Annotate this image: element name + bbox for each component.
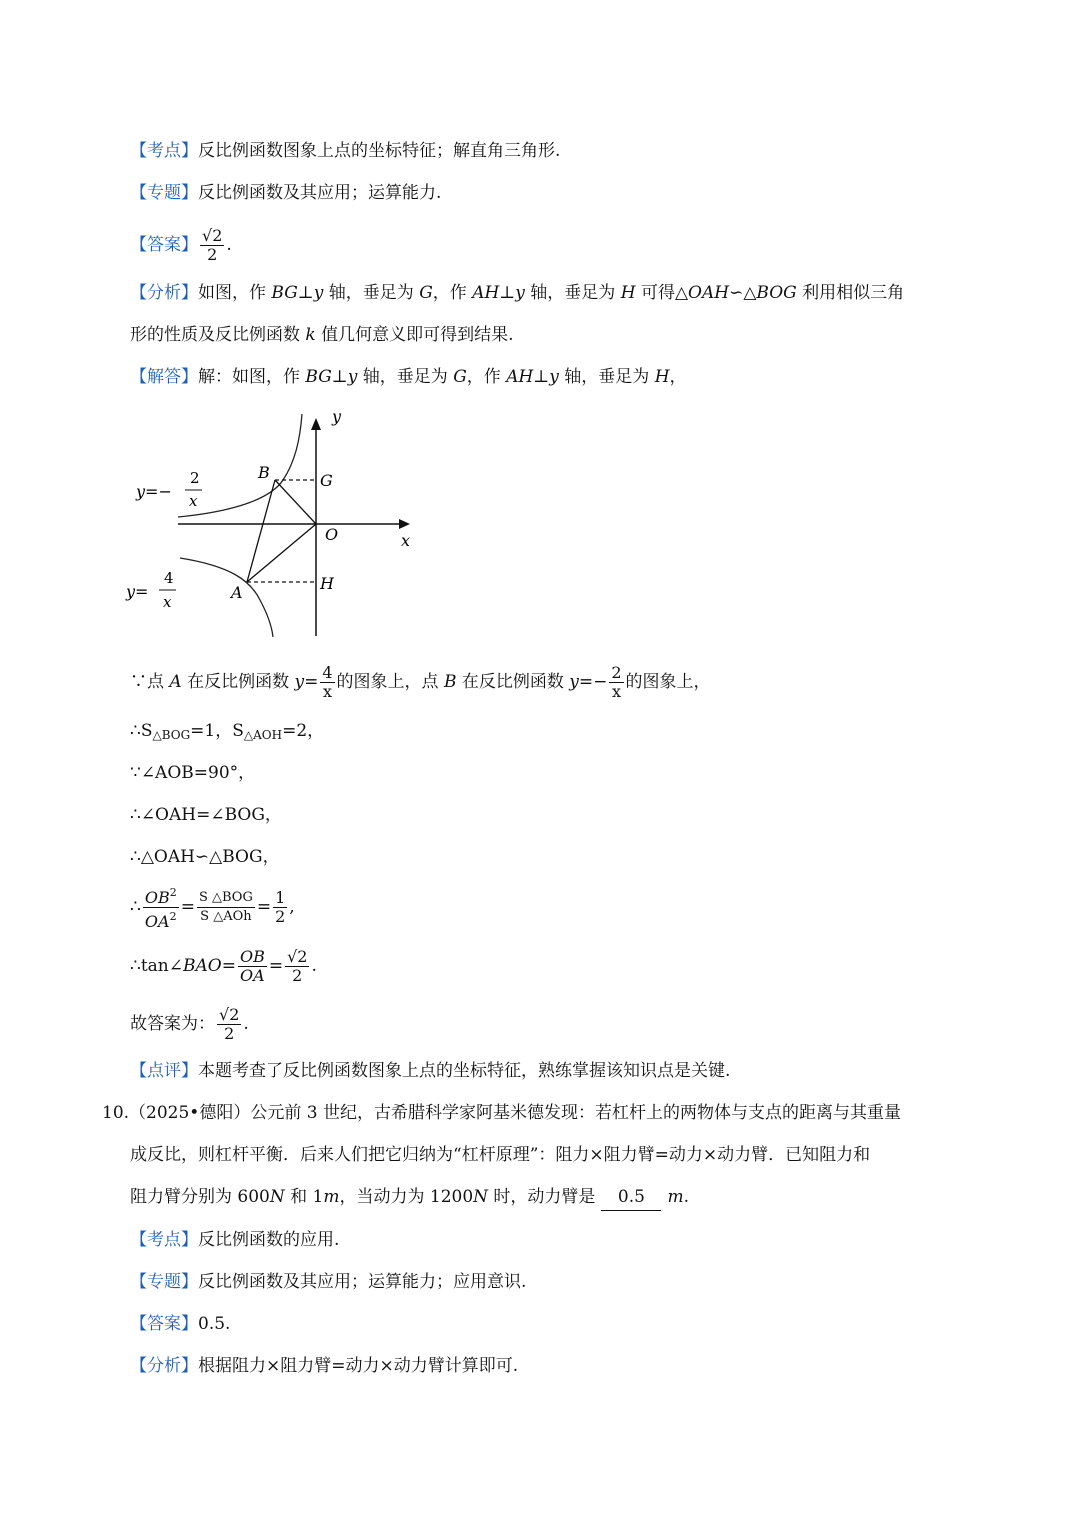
q10-fenxi-line: 【分析】根据阻力×阻力臂=动力×动力臂计算即可. <box>130 1356 519 1376</box>
q9-kaodian-line <box>130 138 560 164</box>
answer-blank: 0.5 <box>601 1184 661 1211</box>
fenxi-tag: 【分析】 <box>130 283 198 303</box>
step6-fraction-2: $\frac{\text{S △BOG}}{\text{S △AOh}}$ <box>198 890 253 924</box>
q9-step3: ∵∠AOB=90°， <box>130 763 256 783</box>
label-A: A <box>231 583 243 602</box>
segment-OA <box>247 524 316 582</box>
q9-step2: $\therefore S_{\triangle BOG}=1$，$S_{\triangle AOH}=2$， <box>130 721 325 742</box>
eq2-num: 4 <box>164 569 174 587</box>
q10-zhuanti-line: 【专题】反比例函数及其应用；运算能力；应用意识. <box>130 1272 527 1292</box>
eq1-num: 2 <box>190 469 200 487</box>
q9-dianping-line: 【点评】本题考查了反比例函数图象上点的坐标特征，熟练掌握该知识点是关键. <box>130 1061 731 1081</box>
q10-kaodian-line: 【考点】反比例函数的应用. <box>130 1230 340 1250</box>
label-H: H <box>320 574 334 593</box>
q9-step5: ∴△OAH∽△BOG， <box>130 847 280 867</box>
eq2-den: x <box>163 593 172 611</box>
kaodian-tag: 【考点】 <box>130 141 198 161</box>
q9-answer-line: 【答案】 $\frac{√2}{2}$ . <box>130 226 232 264</box>
q9-zhuanti-line <box>130 180 441 206</box>
label-x-axis: x <box>401 531 411 550</box>
y-axis-arrow <box>311 418 321 430</box>
label-y-axis: y <box>332 407 342 426</box>
q10-daan-line: 【答案】0.5. <box>130 1314 231 1334</box>
step7-fraction-2: $\frac{√2}{2}$ <box>287 947 308 985</box>
jieda-tag: 【解答】 <box>130 367 198 387</box>
label-B: B <box>258 463 270 482</box>
step1-fraction-2: $\frac{2}{x}$ <box>611 663 622 701</box>
q9-kaodian-text: 反比例函数图象上点的坐标特征；解直角三角形. <box>198 141 561 161</box>
eq1-left: y=− <box>136 482 172 501</box>
hyperbola-figure <box>120 400 420 645</box>
daan-tag: 【答案】 <box>130 235 198 255</box>
q9-step8: 故答案为： $\frac{√2}{2}$ . <box>130 1005 249 1043</box>
step6-fraction-1: $\frac{OB^2}{OA^2}$ <box>144 886 177 931</box>
zhuanti-tag: 【专题】 <box>130 183 198 203</box>
q9-step1: ∵点 A 在反比例函数 y= $\frac{4}{x}$ 的图象上，点 B 在反比例函数 y=− $\frac{2}{x}$ 的图象上， <box>130 663 711 701</box>
step7-fraction-1: $\frac{OB}{OA}$ <box>239 947 265 985</box>
step8-fraction: $\frac{√2}{2}$ <box>219 1005 240 1043</box>
segment-OB <box>275 480 316 524</box>
q9-jieda-line: 【解答】解：如图，作 BG⊥y 轴，垂足为 G，作 AH⊥y 轴，垂足为 H， <box>130 367 687 387</box>
step1-fraction-1: $\frac{4}{x}$ <box>322 663 333 701</box>
label-G: G <box>320 471 333 490</box>
q10-stem-line2: 成反比，则杠杆平衡．后来人们把它归纳为“杠杆原理”：阻力×阻力臂=动力×动力臂．已知阻力和 <box>130 1145 871 1165</box>
q10-stem-line1: 10.（2025•德阳）公元前 3 世纪，古希腊科学家阿基米德发现：若杠杆上的两物体与支点的距离与其重量 <box>102 1103 901 1123</box>
segment-AB <box>247 480 275 582</box>
dianping-tag: 【点评】 <box>130 1061 198 1081</box>
q9-step6: ∴ $\frac{OB^2}{OA^2}$ = $\frac{\text{S △BOG}}{\text{S △AOh}}$ = $\frac{1}{2}$ , <box>130 886 295 931</box>
q9-fenxi-line2: 形的性质及反比例函数 k 值几何意义即可得到结果. <box>130 325 514 345</box>
eq1-den: x <box>189 492 198 510</box>
x-axis-arrow <box>399 519 410 529</box>
eq2-left: y= <box>126 582 149 601</box>
q9-answer-fraction: $\frac{√2}{2}$ <box>202 226 223 264</box>
q10-stem-line3: 阻力臂分别为 600N 和 1m，当动力为 1200N 时，动力臂是 0.5 m. <box>130 1184 689 1211</box>
step6-fraction-3: $\frac{1}{2}$ <box>275 888 286 926</box>
q9-zhuanti-text: 反比例函数及其应用；运算能力. <box>198 183 442 203</box>
q9-fenxi-line1: 【分析】如图，作 BG⊥y 轴，垂足为 G，作 AH⊥y 轴，垂足为 H 可得△OAH∽△BOG 利用相似三角 <box>130 283 905 303</box>
q9-step7: ∴tan∠BAO= $\frac{OB}{OA}$ = $\frac{√2}{2}$ . <box>130 947 317 985</box>
q9-step4: ∴∠OAH=∠BOG， <box>130 805 282 825</box>
hyperbola-lower-left <box>180 558 273 637</box>
label-O: O <box>325 525 339 544</box>
